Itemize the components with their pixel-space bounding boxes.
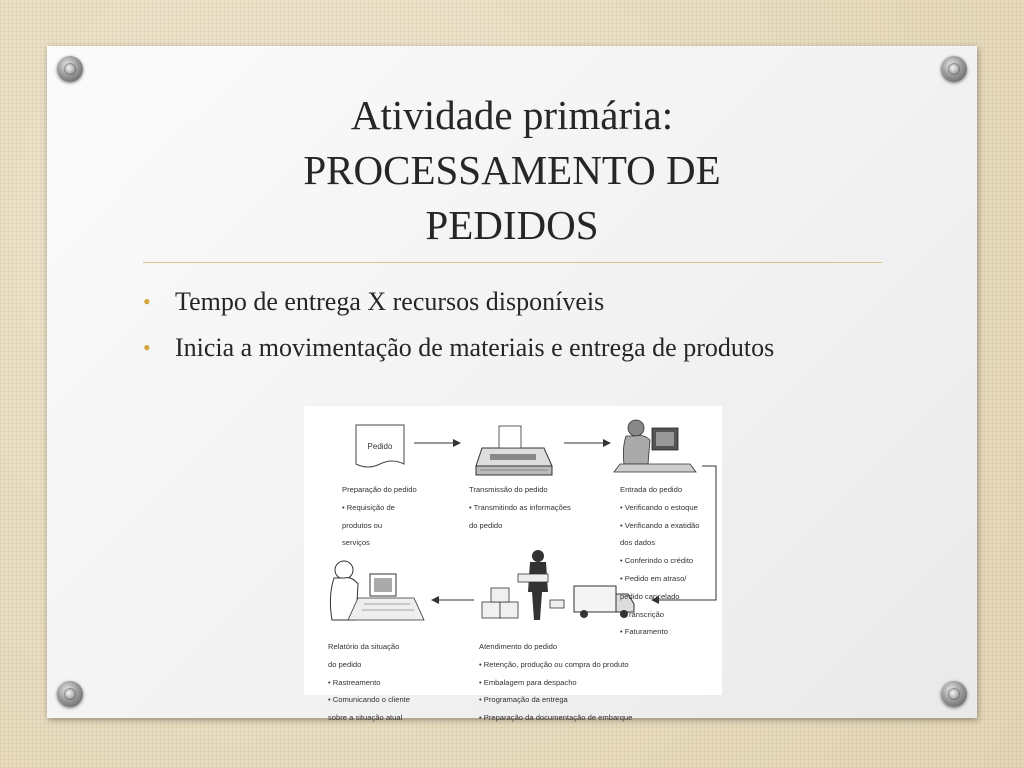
package-icon: [550, 600, 564, 608]
title-line-1: Atividade primária:: [350, 92, 674, 138]
slide-title: [160, 88, 864, 253]
step-item: • Embalagem para despacho: [479, 677, 577, 687]
bullet-item: [143, 286, 863, 318]
step-item: • Conferindo o crédito: [620, 556, 694, 566]
title-line-3: PEDIDOS: [425, 202, 599, 248]
step-item: dos dados: [620, 538, 656, 548]
step-transmission-caption: [469, 477, 571, 539]
step-item: • Pedido em atraso/: [620, 573, 687, 583]
bullet-item: [143, 332, 863, 364]
step-title: Transmissão do pedido: [469, 484, 548, 494]
rivet-top-left: [57, 56, 83, 82]
step-item: produtos ou: [342, 520, 383, 530]
order-entry-clerk-icon: [614, 420, 696, 472]
step-title: Preparação do pedido: [342, 484, 417, 494]
step-item: • Transmitindo as informações: [469, 502, 571, 512]
step-item: serviços: [342, 538, 370, 548]
step-item: do pedido: [469, 520, 503, 530]
step-entry-caption: [620, 477, 700, 646]
title-divider: [143, 262, 882, 263]
title-line-2: PROCESSAMENTO DE: [303, 147, 721, 193]
warehouse-worker-icon: [482, 550, 548, 620]
step-status-report-caption: [328, 634, 410, 732]
step-item: • Rastreamento: [328, 677, 381, 687]
step-item: • Transcrição: [620, 609, 665, 619]
step-item: • Comunicando o cliente: [328, 695, 411, 705]
rivet-bottom-right: [941, 681, 967, 707]
order-processing-diagram: [304, 406, 722, 723]
bullet-list: [143, 286, 863, 378]
step-item: • Retenção, produção ou compra do produto: [479, 659, 629, 669]
step-item: do pedido: [328, 659, 362, 669]
bullet-text: Inicia a movimentação de materiais e entrega de produtos: [175, 333, 775, 362]
customer-service-agent-icon: [330, 561, 424, 620]
step-title: Entrada do pedido: [620, 484, 683, 494]
step-title: Relatório da situação: [328, 641, 400, 651]
bullet-icon: •: [143, 289, 151, 314]
bullet-icon: •: [143, 335, 151, 360]
step-item: • Faturamento: [620, 627, 668, 637]
bullet-text: Tempo de entrega X recursos disponíveis: [175, 287, 605, 316]
step-prep-caption: [342, 477, 417, 557]
step-item: • Verificando a exatidão: [620, 520, 700, 530]
step-item: • Programação da entrega: [479, 695, 568, 705]
printer-icon: [476, 426, 552, 475]
rivet-top-right: [941, 56, 967, 82]
step-item: • Preparação da documentação de embarque: [479, 713, 633, 723]
rivet-bottom-left: [57, 681, 83, 707]
step-item: • Requisição de: [342, 502, 395, 512]
step-item: • Verificando o estoque: [620, 502, 698, 512]
step-title: Atendimento do pedido: [479, 641, 558, 651]
step-item: sobre a situação atual: [328, 713, 403, 723]
order-document-label: Pedido: [367, 442, 393, 451]
step-item: pedido cancelado: [620, 591, 680, 601]
step-fulfillment-caption: [479, 634, 632, 732]
